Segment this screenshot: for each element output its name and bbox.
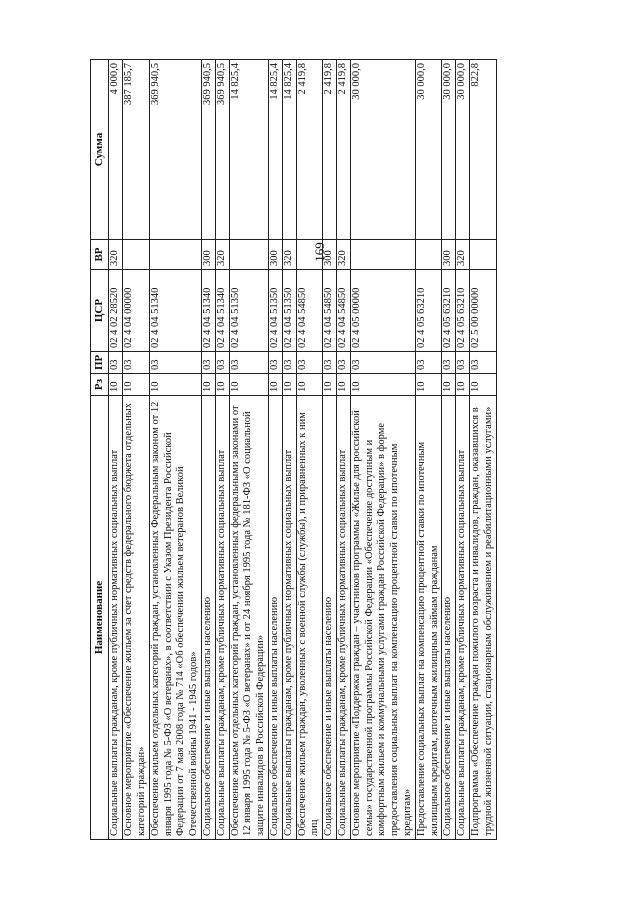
cell-rz: 10 [149, 374, 201, 396]
table-row [201, 60, 215, 840]
header-rz: Рз [91, 374, 109, 396]
cell-vr: 300 [201, 240, 215, 270]
page-number: 169 [312, 242, 327, 262]
cell-vr [415, 240, 442, 270]
cell-rz: 10 [268, 374, 282, 396]
cell-vr [123, 240, 150, 270]
cell-name: Социальные выплаты гражданам, кроме публичных нормативных социальных выплат [109, 396, 123, 840]
table-row [442, 60, 456, 840]
cell-sum: 30 000,0 [442, 60, 456, 240]
table-row [149, 60, 201, 840]
table-row [229, 60, 268, 840]
table-row [456, 60, 470, 840]
cell-name: Предоставление социальных выплат на компенсацию процентной ставки по ипотечным жилищным кредитам, ипотечным жилищным займам гражданам [415, 396, 442, 840]
cell-rz: 10 [296, 374, 323, 396]
cell-sum: 14 825,4 [229, 60, 268, 240]
cell-pr: 03 [469, 352, 496, 374]
cell-csr: 02 4 04 51350 [229, 270, 268, 352]
cell-name: Обеспечение жильем граждан, уволенных с военной службы (службы), и приравненных к ним лиц [296, 396, 323, 840]
cell-pr: 03 [229, 352, 268, 374]
header-vr: ВР [91, 240, 109, 270]
cell-vr: 300 [442, 240, 456, 270]
cell-pr: 03 [268, 352, 282, 374]
table-row [215, 60, 229, 840]
cell-vr: 320 [336, 240, 350, 270]
cell-name: Социальное обеспечение и иные выплаты населению [323, 396, 337, 840]
cell-name: Обеспечение жильем отдельных категорий граждан, установленных федеральными законами от 12 января 1995 года № 5-ФЗ «О ветеранах» и от 24 ноября 1995 года № 181-ФЗ «О социальной защите инвалидов в Российской Федерации» [229, 396, 268, 840]
cell-vr [350, 240, 415, 270]
cell-csr: 02 4 04 54850 [336, 270, 350, 352]
cell-name: Социальные выплаты гражданам, кроме публичных нормативных социальных выплат [215, 396, 229, 840]
cell-rz: 10 [415, 374, 442, 396]
cell-pr: 03 [296, 352, 323, 374]
table-row [323, 60, 337, 840]
cell-name: Социальные выплаты гражданам, кроме публичных нормативных социальных выплат [456, 396, 470, 840]
cell-rz: 10 [201, 374, 215, 396]
cell-sum: 4 000,0 [109, 60, 123, 240]
cell-pr: 03 [442, 352, 456, 374]
cell-vr [229, 240, 268, 270]
cell-rz: 10 [229, 374, 268, 396]
table-header-row [91, 60, 109, 840]
cell-sum: 387 185,7 [123, 60, 150, 240]
cell-sum: 2 419,8 [336, 60, 350, 240]
cell-csr: 02 4 04 51350 [268, 270, 282, 352]
cell-sum: 2 419,8 [296, 60, 323, 240]
cell-csr: 02 4 04 51340 [215, 270, 229, 352]
cell-rz: 10 [336, 374, 350, 396]
cell-vr: 300 [268, 240, 282, 270]
cell-sum: 822,8 [469, 60, 496, 240]
cell-name: Социальное обеспечение и иные выплаты населению [201, 396, 215, 840]
cell-vr: 320 [215, 240, 229, 270]
cell-sum: 369 940,5 [215, 60, 229, 240]
cell-pr: 03 [123, 352, 150, 374]
cell-rz: 10 [469, 374, 496, 396]
table-row [469, 60, 496, 840]
cell-vr: 320 [282, 240, 296, 270]
cell-name: Социальные выплаты гражданам, кроме публичных нормативных социальных выплат [336, 396, 350, 840]
table-row [282, 60, 296, 840]
cell-pr: 03 [350, 352, 415, 374]
cell-pr: 03 [282, 352, 296, 374]
cell-pr: 03 [149, 352, 201, 374]
cell-pr: 03 [323, 352, 337, 374]
cell-name: Основное мероприятие «Поддержка граждан – участников программы «Жилье для российской семьи» государственной программы Российской Федерации «Обеспечение доступным и комфортным жильем и коммунальными услугами граждан Российской Федерации» в форме предоставления социальных выплат на компенсацию процентной ставки по ипотечным кредитам» [350, 396, 415, 840]
header-csr: ЦСР [91, 270, 109, 352]
header-sum: Сумма [91, 60, 109, 240]
table-row [415, 60, 442, 840]
cell-sum: 30 000,0 [350, 60, 415, 240]
cell-vr [469, 240, 496, 270]
cell-pr: 03 [215, 352, 229, 374]
cell-csr: 02 4 04 54850 [296, 270, 323, 352]
header-name: Наименование [91, 396, 109, 840]
table-row [268, 60, 282, 840]
cell-pr: 03 [336, 352, 350, 374]
cell-pr: 03 [109, 352, 123, 374]
cell-name: Основное мероприятие «Обеспечение жильем за счет средств федерального бюджета отдельных категорий граждан» [123, 396, 150, 840]
cell-sum: 369 940,5 [201, 60, 215, 240]
cell-sum: 30 000,0 [456, 60, 470, 240]
cell-csr: 02 4 04 54850 [323, 270, 337, 352]
cell-csr: 02 4 02 28520 [109, 270, 123, 352]
cell-pr: 03 [456, 352, 470, 374]
cell-vr: 320 [109, 240, 123, 270]
cell-csr: 02 5 00 00000 [469, 270, 496, 352]
cell-csr: 02 4 04 51350 [282, 270, 296, 352]
cell-sum: 14 825,4 [268, 60, 282, 240]
table-row [336, 60, 350, 840]
cell-rz: 10 [442, 374, 456, 396]
cell-name: Социальное обеспечение и иные выплаты населению [442, 396, 456, 840]
cell-csr: 02 4 04 00000 [123, 270, 150, 352]
cell-vr [149, 240, 201, 270]
table-row [350, 60, 415, 840]
cell-csr: 02 4 05 63210 [456, 270, 470, 352]
cell-name: Социальное обеспечение и иные выплаты населению [268, 396, 282, 840]
cell-vr [296, 240, 323, 270]
cell-rz: 10 [123, 374, 150, 396]
cell-rz: 10 [282, 374, 296, 396]
cell-pr: 03 [201, 352, 215, 374]
cell-sum: 30 000,0 [415, 60, 442, 240]
cell-csr: 02 4 05 00000 [350, 270, 415, 352]
cell-rz: 10 [215, 374, 229, 396]
table-body [109, 60, 496, 840]
cell-rz: 10 [323, 374, 337, 396]
cell-csr: 02 4 05 63210 [442, 270, 456, 352]
cell-name: Социальные выплаты гражданам, кроме публичных нормативных социальных выплат [282, 396, 296, 840]
cell-rz: 10 [456, 374, 470, 396]
header-pr: ПР [91, 352, 109, 374]
cell-csr: 02 4 04 51340 [201, 270, 215, 352]
cell-pr: 03 [415, 352, 442, 374]
cell-rz: 10 [109, 374, 123, 396]
cell-sum: 14 825,4 [282, 60, 296, 240]
cell-vr: 300 [323, 240, 337, 270]
cell-rz: 10 [350, 374, 415, 396]
budget-table [90, 59, 497, 840]
table-row [123, 60, 150, 840]
cell-csr: 02 4 04 51340 [149, 270, 201, 352]
table-row [296, 60, 323, 840]
table-row [109, 60, 123, 840]
cell-sum: 2 419,8 [323, 60, 337, 240]
cell-name: Подпрограмма «Обеспечение граждан пожилого возраста и инвалидов, граждан, оказавшихся в трудной жизненной ситуации, стационарным обслуживанием и реабилитационными услугами» [469, 396, 496, 840]
cell-sum: 369 940,5 [149, 60, 201, 240]
cell-name: Обеспечение жильем отдельных категорий граждан, установленных Федеральным законом от 12 января 1995 года № 5-ФЗ «О ветеранах», в соответствии с Указом Президента Российской Федерации от 7 мая 2008 года № 714 «Об обеспечении жильем ветеранов Великой Отечественной войны 1941 - 1945 годов» [149, 396, 201, 840]
rotated-table-container [90, 60, 548, 840]
cell-vr: 320 [456, 240, 470, 270]
cell-csr: 02 4 05 63210 [415, 270, 442, 352]
